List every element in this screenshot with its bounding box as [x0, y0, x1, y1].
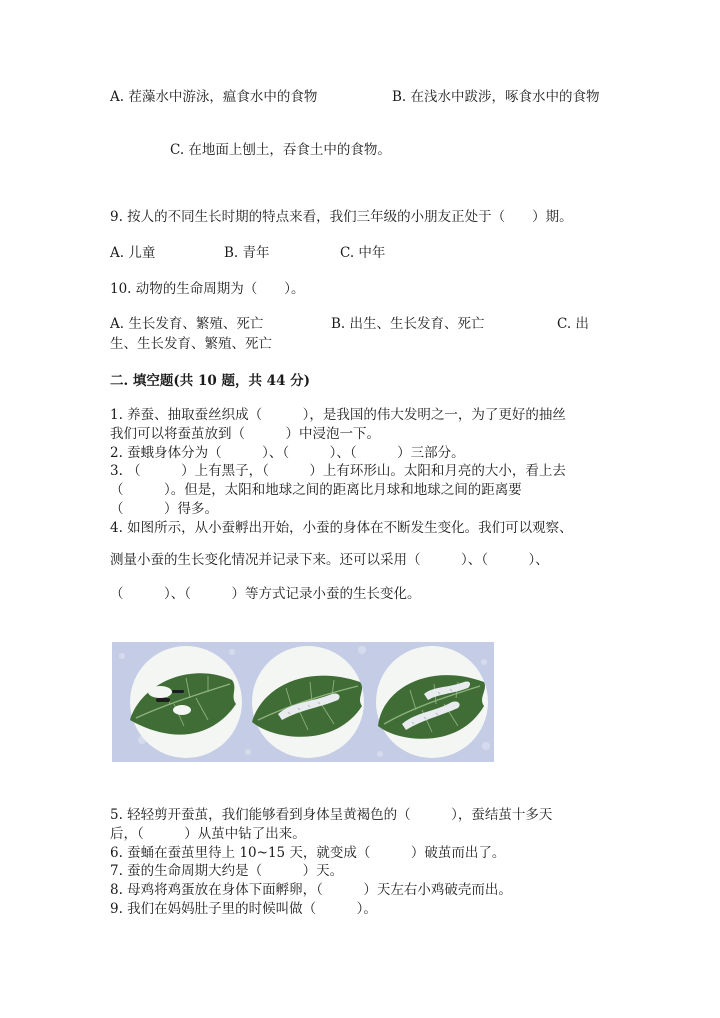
- fill-q5-line2: 后，（ ）从茧中钻了出来。: [110, 826, 306, 842]
- q8-option-b: B. 在浅水中跋涉，啄食水中的食物: [392, 89, 600, 105]
- section-heading: 二. 填空题(共 10 题，共 44 分): [110, 373, 311, 389]
- q9-option-a: A. 儿童: [110, 245, 156, 261]
- fill-q5-line1: 5. 轻轻剪开蚕茧，我们能够看到身体呈黄褐色的（ ），蚕结茧十多天: [110, 807, 553, 823]
- q8-option-c: C. 在地面上刨土，吞食土中的食物。: [170, 142, 391, 158]
- q8-option-a: A. 茬藻水中游泳，瘟食水中的食物: [110, 89, 318, 105]
- fill-q4-line1: 4. 如图所示，从小蚕孵出开始，小蚕的身体在不断发生变化。我们可以观察、: [110, 520, 573, 536]
- silkworm-figure: [112, 642, 494, 762]
- fill-q1-line2: 我们可以将蚕茧放到（ ）中浸泡一下。: [110, 426, 380, 442]
- q10-question: 10. 动物的生命周期为（ ）。: [110, 281, 305, 297]
- fill-q1-line1: 1. 养蚕、抽取蚕丝织成（ ），是我国的伟大发明之一，为了更好的抽丝: [110, 407, 566, 423]
- q9-option-c: C. 中年: [340, 245, 386, 261]
- fill-q4-line3: （ ）、（ ）等方式记录小蚕的生长变化。: [110, 586, 421, 602]
- fill-q7: 7. 蚕的生命周期大约是（ ）天。: [110, 863, 344, 879]
- silkworm-on-leaf-icon: [130, 646, 242, 758]
- silkworm-on-leaf-icon: [252, 646, 364, 758]
- fill-q9: 9. 我们在妈妈肚子里的时候叫做（ ）。: [110, 901, 377, 917]
- silkworm-on-leaf-icon: [376, 646, 488, 758]
- fill-q3-line1: 3. （ ）上有黑子，（ ）上有环形山。太阳和月亮的大小，看上去: [110, 463, 566, 479]
- fill-q3-line3: （ ）得多。: [110, 501, 218, 517]
- fill-q6: 6. 蚕蛹在蚕茧里待上 10~15 天，就变成（ ）破茧而出了。: [110, 845, 506, 861]
- q10-option-a: A. 生长发育、繁殖、死亡: [110, 316, 264, 332]
- q10-option-c-line1: C. 出: [557, 316, 589, 332]
- fill-q4-line2: 测量小蚕的生长变化情况并记录下来。还可以采用（ ）、（ ）、: [110, 552, 549, 568]
- fill-q2: 2. 蚕蛾身体分为（ ）、（ ）、（ ）三部分。: [110, 445, 465, 461]
- q10-option-c-line2: 生、生长发育、繁殖、死亡: [110, 336, 272, 352]
- fill-q3-line2: （ ）。但是，太阳和地球之间的距离比月球和地球之间的距离要: [110, 482, 522, 498]
- q9-question: 9. 按人的不同生长时期的特点来看，我们三年级的小朋友正处于（ ）期。: [110, 209, 573, 225]
- fill-q8: 8. 母鸡将鸡蛋放在身体下面孵卵，（ ）天左右小鸡破壳而出。: [110, 882, 512, 898]
- q9-option-b: B. 青年: [224, 245, 270, 261]
- q10-option-b: B. 出生、生长发育、死亡: [331, 316, 485, 332]
